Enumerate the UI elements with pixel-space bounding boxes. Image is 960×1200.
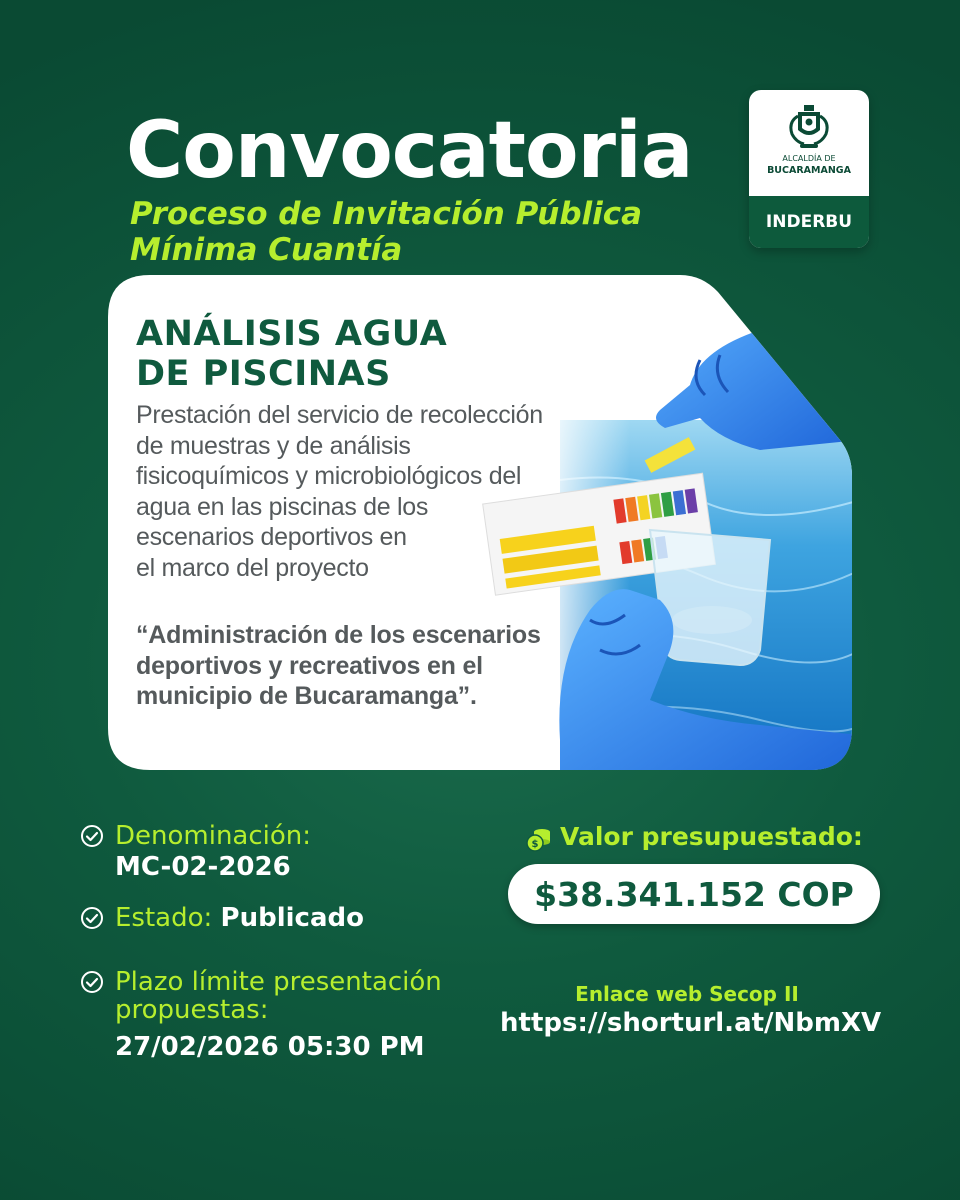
svg-text:$: $ [531,839,539,850]
estado-line [115,904,364,932]
project-line: deportivos y recreativos en el [136,651,483,680]
check-circle-icon [80,906,104,930]
card-description [136,400,566,583]
project-line: municipio de Bucaramanga”. [136,682,477,710]
subtitle-line-2: Mínima Cuantía [130,232,403,268]
check-circle-icon [80,970,104,994]
project-line: “Administración de los escenarios [136,621,541,649]
description-line: fisicoquímicos y microbiológicos del [136,462,522,490]
page-title: Convocatoria [126,106,693,196]
logo-line-1: ALCALDÍA DE [782,154,836,163]
plazo-label-line-1: Plazo límite presentación [115,967,442,997]
description-line: agua en las piscinas de los [136,492,429,521]
plazo-value: 27/02/2026 05:30 PM [115,1032,425,1062]
project-name [136,620,556,712]
logo-line-2: BUCARAMANGA [767,165,851,176]
card-title [136,314,447,394]
description-line: escenarios deportivos en [136,523,407,551]
description-line: de muestras y de análisis [136,431,411,460]
check-circle-icon [80,824,104,848]
budget-label-text: Valor presupuestado: [560,822,863,851]
estado-label: Estado: [115,903,213,933]
budget-label [528,822,863,851]
description-line: Prestación del servicio de recolección [136,401,543,429]
plazo-label-line-2: propuestas: [115,995,269,1025]
description-line: el marco del proyecto [136,553,369,582]
card-title-line-2: DE PISCINAS [136,354,391,394]
link-label: Enlace web Secop II [575,982,799,1006]
denominacion-value: MC-02-2026 [115,852,291,882]
card-title-line-1: ANÁLISIS AGUA [136,314,448,354]
subtitle-line-1: Proceso de Invitación Pública [130,196,643,232]
logo-band: INDERBU [749,196,869,248]
secop-link[interactable]: https://shorturl.at/NbmXV [500,1008,882,1038]
budget-value: $38.341.152 COP [508,864,880,924]
denominacion-label: Denominación: [115,821,312,851]
estado-value: Publicado [220,903,364,933]
